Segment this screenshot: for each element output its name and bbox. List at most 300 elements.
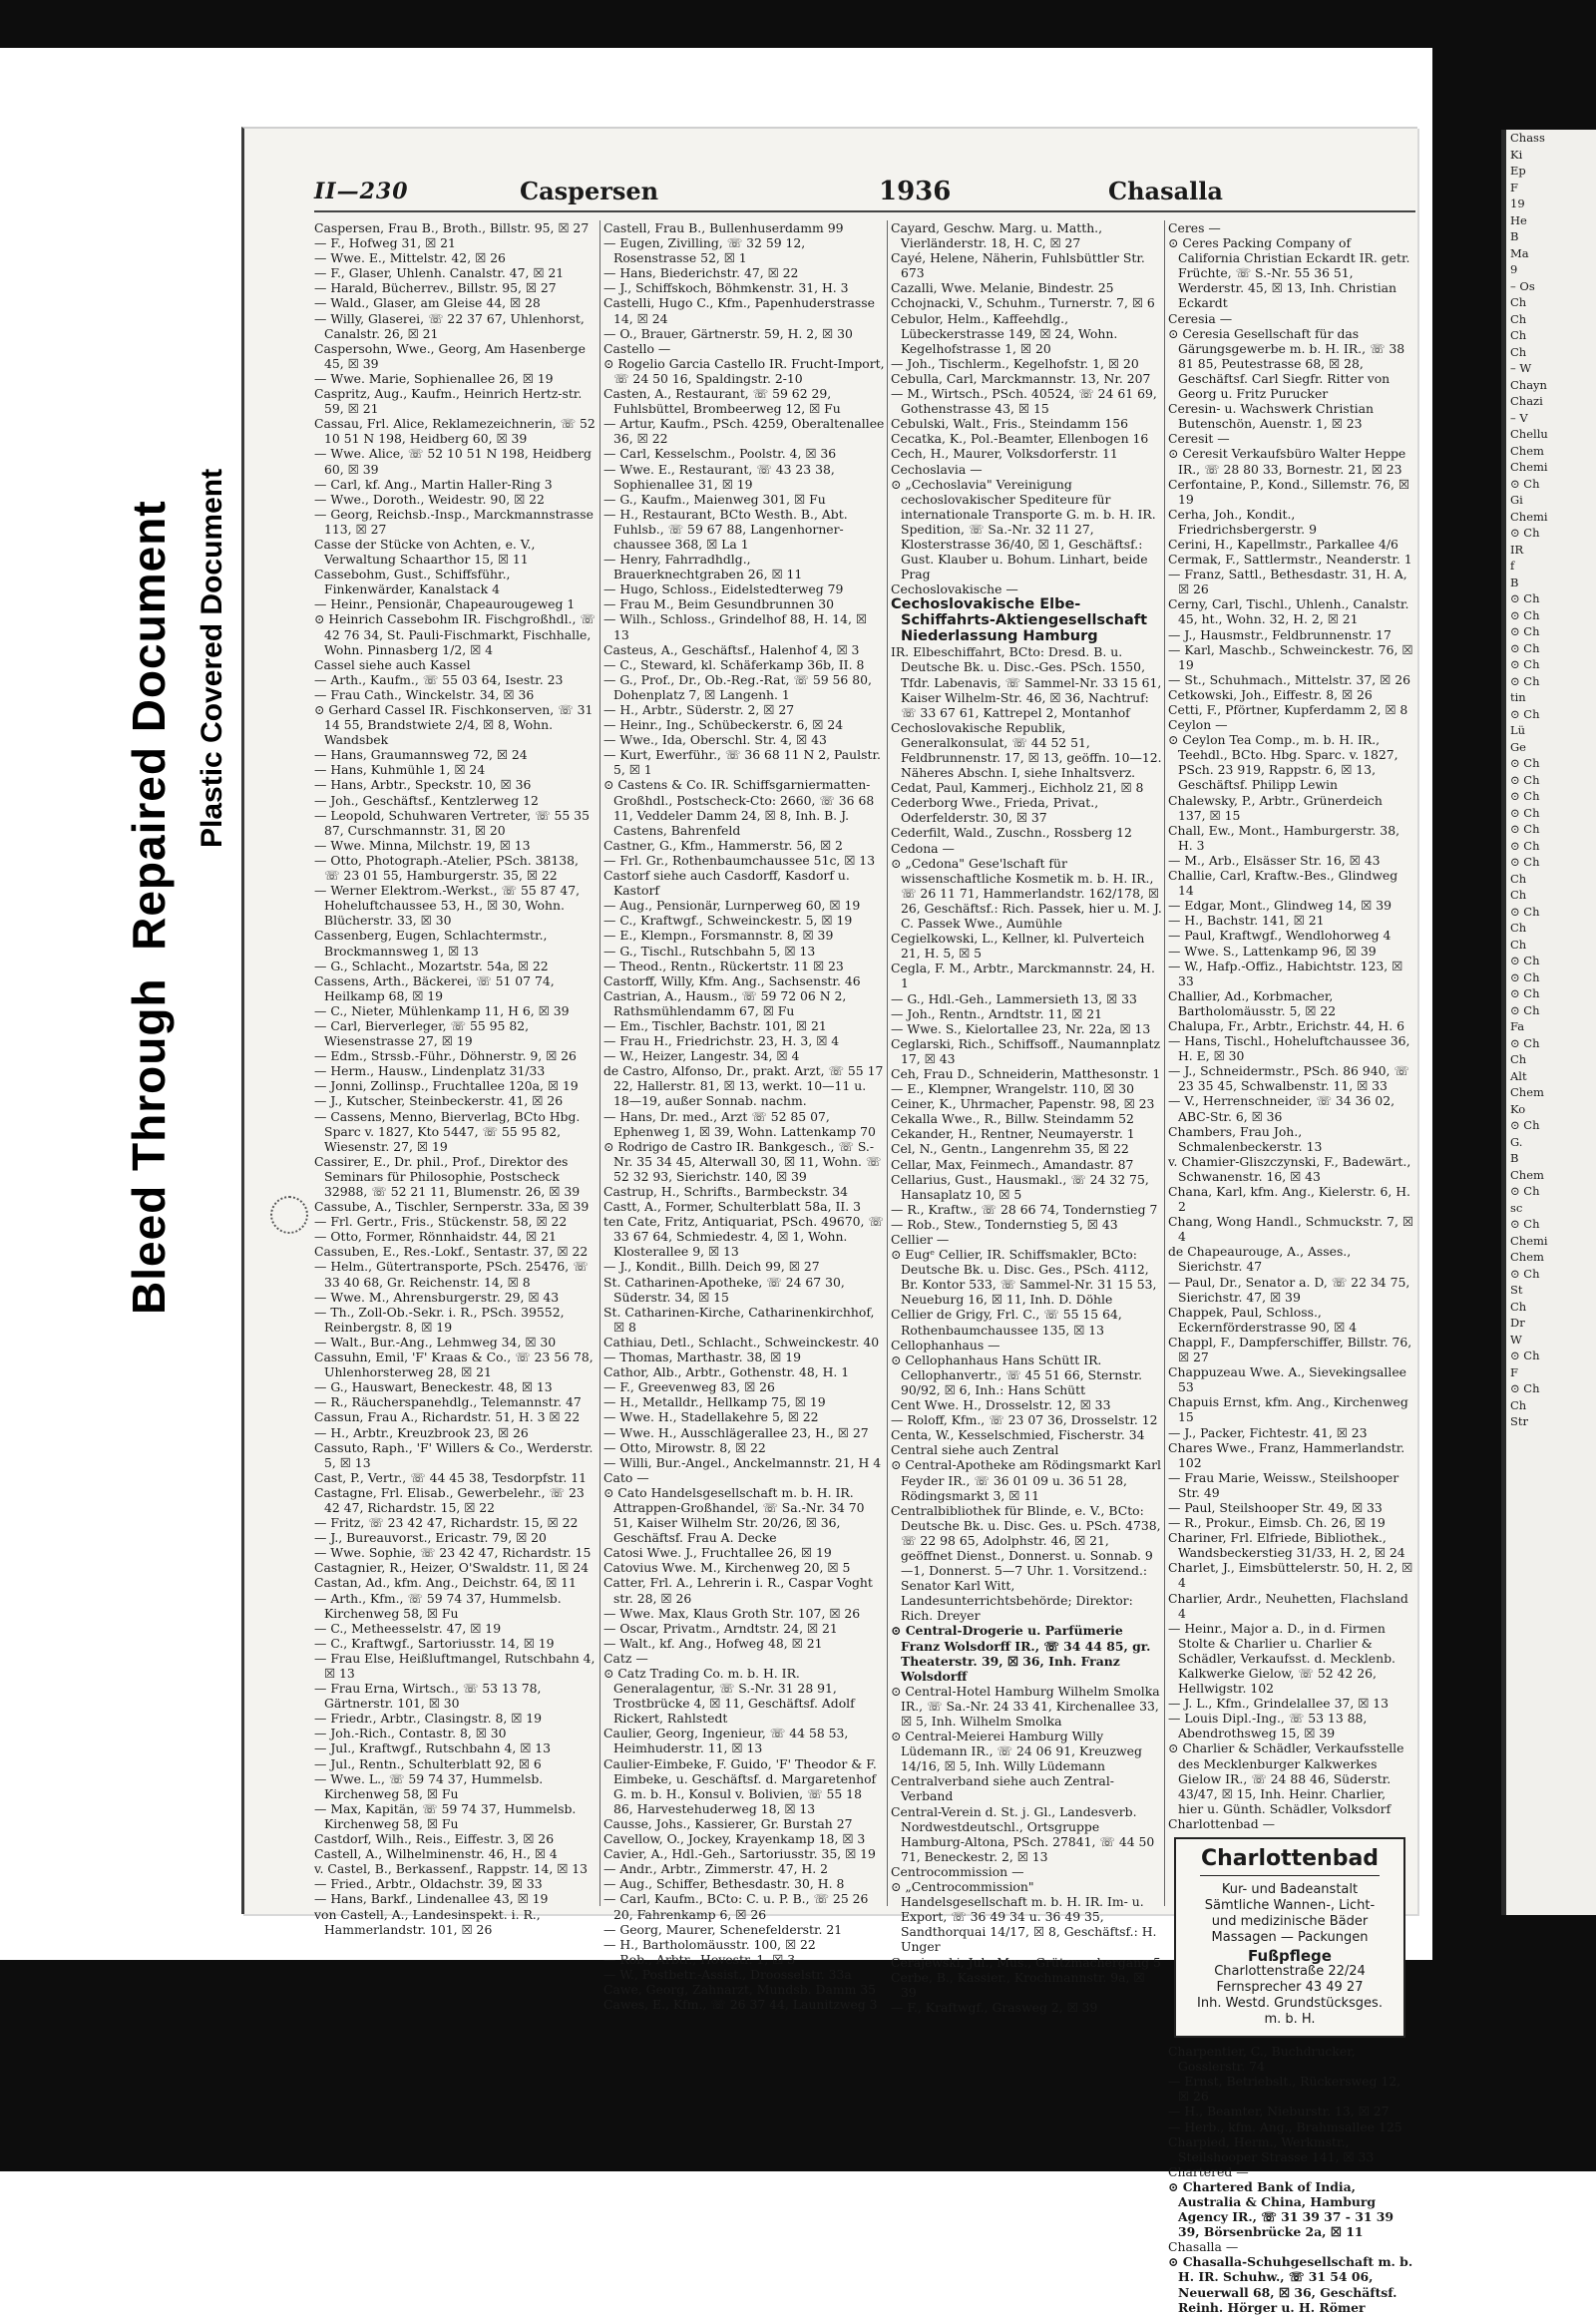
directory-entry: — Carl, Kaufm., BCto: C. u. P. B., ☏ 25 26 20, Fahrenkamp 6, ☒ 26: [603, 1891, 869, 1922]
next-page-fragment: ⊙ Ch: [1510, 591, 1540, 605]
directory-entry: Chall, Ew., Mont., Hamburgerstr. 38, H. 3: [1168, 822, 1400, 853]
directory-entry: Ceglarski, Rich., Schiffsoff., Naumannplatz 17, ☒ 43: [891, 1035, 1161, 1066]
next-page-fragment: B: [1510, 1151, 1519, 1165]
directory-entry: — Frau Erna, Wirtsch., ☏ 53 13 78, Gärtnerstr. 101, ☒ 30: [314, 1681, 542, 1712]
directory-entry: Cerfontaine, P., Kond., Sillemstr. 76, ☒ 19: [1168, 476, 1410, 507]
next-page-fragment: Chayn: [1510, 377, 1547, 392]
directory-entry: Cel, N., Gentn., Langenrehm 35, ☒ 22: [891, 1141, 1129, 1157]
column-divider: [599, 220, 600, 1906]
directory-entry: — Frl. Gertr., Fris., Stückenstr. 58, ☒ 22: [314, 1214, 568, 1230]
directory-entry: Cekalla Wwe., R., Billw. Steindamm 52: [891, 1111, 1134, 1127]
next-page-fragment: – Os: [1510, 278, 1535, 293]
ad-lines: [1182, 1882, 1397, 1946]
page-header: [244, 171, 1417, 210]
next-page-fragment: ⊙ Ch: [1510, 1002, 1540, 1017]
directory-entry: Chana, Karl, kfm. Ang., Kielerstr. 6, H. 2: [1168, 1184, 1410, 1215]
ad-title: Charlottenbad: [1200, 1845, 1380, 1876]
ad-contact-lines: [1182, 1964, 1397, 2028]
directory-entry: Ceylon —: [1168, 717, 1228, 733]
next-page-fragment: W: [1510, 1332, 1522, 1347]
next-page-fragment: ⊙ Ch: [1510, 772, 1540, 787]
directory-entry: Catter, Frl. A., Lehrerin i. R., Caspar Voght str. 28, ☒ 26: [603, 1575, 873, 1606]
next-page-fragment: sc: [1510, 1200, 1523, 1215]
directory-entry: — H., Bartholomäusstr. 100, ☒ 22: [603, 1936, 816, 1952]
ad-line: Kur- und Badeanstalt: [1221, 1882, 1359, 1898]
directory-entry: ⊙ Eugᵉ Cellier, IR. Schiffsmakler, BCto: Deutsche Bk. u. Disc. Ges., PSch. 4112, Br. Kontor 533, ☏ Sammel-Nr. 31 15 53, Neueburg 16, ☒ 11, Inh. D. Döhle: [891, 1247, 1157, 1308]
directory-entry: Causse, Johs., Kassierer, Gr. Burstah 27: [603, 1815, 853, 1831]
directory-entry: Centa, W., Kesselschmied, Fischerstr. 34: [891, 1427, 1145, 1443]
directory-entry: Chalupa, Fr., Arbtr., Erichstr. 44, H. 6: [1168, 1017, 1404, 1033]
next-page-fragment: St: [1510, 1283, 1523, 1297]
directory-entry: — Hans, Biederichstr. 47, ☒ 22: [603, 265, 799, 281]
directory-entry: Chapuis Ernst, kfm. Ang., Kirchenweg 15: [1168, 1394, 1408, 1425]
bindery-stamp: [270, 1196, 308, 1234]
directory-entry: — J., Schneidermstr., PSch. 86 940, ☏ 23 35 45, Schwalbenstr. 11, ☒ 33: [1168, 1063, 1409, 1094]
ad-line: Inh. Westd. Grundstücksges.: [1197, 1996, 1383, 2012]
directory-entry: — H., Arbtr., Kreuzbrook 23, ☒ 26: [314, 1424, 529, 1440]
next-page-fragment: F: [1510, 180, 1518, 194]
directory-entry: — Henry, Fahrradhdlg., Brauerknechtgraben 26, ☒ 11: [603, 552, 803, 582]
directory-entry: Cavellow, O., Jockey, Krayenkamp 18, ☒ 3: [603, 1831, 866, 1847]
directory-entry: Cathiau, Detl., Schlacht., Schweinckestr. 40: [603, 1334, 880, 1350]
next-page-fragment: ⊙ Ch: [1510, 1266, 1540, 1281]
directory-entry: — M., Wirtsch., PSch. 40524, ☏ 24 61 69, Gothenstrasse 43, ☒ 15: [891, 386, 1157, 417]
directory-entry: Cassebohm, Gust., Schiffsführ., Finkenwärder, Kanalstack 4: [314, 567, 511, 597]
next-page-fragment: Ch: [1510, 888, 1527, 902]
ad-footcare: Fußpflege: [1248, 1947, 1332, 1966]
directory-entry: ⊙ Central-Drogerie u. Parfümerie Franz Wolsdorff IR., ☏ 34 44 85, gr. Theaterstr. 39, ☒ 36, Inh. Franz Wolsdorff: [891, 1623, 1151, 1684]
directory-entry: — Max, Kapitän, ☏ 59 74 37, Hummelsb. Kirchenweg 58, ☒ Fu: [314, 1800, 577, 1831]
next-page-fragment: ⊙ Ch: [1510, 476, 1540, 491]
directory-entry: — Louis Dipl.-Ing., ☏ 53 13 88, Abendrothsweg 15, ☒ 39: [1168, 1711, 1368, 1741]
next-page-fragment: Chemi: [1510, 509, 1548, 524]
directory-entry: — Werner Elektrom.-Werkst., ☏ 55 87 47, Hoheluftchaussee 53, H., ☒ 30, Wohn. Blücherstr. 33, ☒ 30: [314, 883, 581, 929]
column-2: [603, 220, 885, 2013]
directory-entry: — Wwe. H., Ausschlägerallee 23, H., ☒ 27: [603, 1424, 869, 1440]
directory-entry: Cassenberg, Eugen, Schlachtermstr., Brockmannsweg 1, ☒ 13: [314, 928, 548, 959]
directory-entry: — Wwe. Marie, Sophienallee 26, ☒ 19: [314, 370, 554, 386]
directory-entry: ⊙ Gerhard Cassel IR. Fischkonserven, ☏ 31 14 55, Brandstwiete 2/4, ☒ 8, Wohn. Wandsbek: [314, 702, 594, 748]
directory-entry: — Otto, Photograph.-Atelier, PSch. 38138, ☏ 23 01 55, Hamburgerstr. 35, ☒ 22: [314, 852, 579, 884]
next-page-fragment: Ch: [1510, 921, 1527, 935]
next-page-fragment: Ch: [1510, 311, 1527, 326]
directory-entry: Cegielkowski, L., Kellner, kl. Pulverteich 21, H. 5, ☒ 5: [891, 931, 1145, 962]
directory-entry: Catz —: [603, 1650, 648, 1666]
directory-entry: — Wwe. L., ☏ 59 74 37, Hummelsb. Kirchenweg 58, ☒ Fu: [314, 1770, 544, 1801]
directory-entry: — G., Hdl.-Geh., Lammersieth 13, ☒ 33: [891, 990, 1137, 1006]
directory-entry: Castrian, A., Hausm., ☏ 59 72 06 N 2, Rathsmühlendamm 67, ☒ Fu: [603, 987, 847, 1018]
column-4-entries-bottom: [1168, 2044, 1413, 2315]
directory-entry: Charpied, Herm., Werkmstr., Steilshooper Strasse 141, ☒ 33: [1168, 2133, 1375, 2164]
next-page-fragment: ⊙ Ch: [1510, 904, 1540, 919]
directory-entry: Castagnier, R., Heizer, O'Swaldstr. 11, ☒ 24: [314, 1560, 589, 1576]
next-page-fragment: Ch: [1510, 1299, 1527, 1314]
directory-entry: ⊙ Chasalla-Schuhgesellschaft m. b. H. IR. Schuhw., ☏ 31 54 06, Neuerwall 68, ☒ 36, Geschäftsf. Reinh. Hörger u. H. Römer: [1168, 2254, 1413, 2315]
directory-entry: — Joh., Rentn., Arndtstr. 11, ☒ 21: [891, 1005, 1102, 1021]
header-rule: [314, 210, 1415, 212]
directory-entry: — R., Kraftw., ☏ 28 66 74, Tondernstieg 7: [891, 1201, 1158, 1217]
directory-entry: — Harald, Bücherrev., Billstr. 95, ☒ 27: [314, 280, 557, 296]
directory-entry: — G., Prof., Dr., Ob.-Reg.-Rat, ☏ 59 56 80, Dohenplatz 7, ☒ Langenh. 1: [603, 671, 872, 702]
directory-entry: Cebulor, Helm., Kaffeehdlg., Lübeckerstrasse 149, ☒ 24, Wohn. Kegelhofstrasse 1, ☒ 20: [891, 310, 1118, 356]
directory-entry: — J., Kondit., Billh. Deich 99, ☒ 27: [603, 1259, 820, 1275]
ad-line: Charlottenstraße 22/24: [1214, 1964, 1366, 1980]
column-divider: [887, 220, 888, 1906]
directory-entry: Cassuben, E., Res.-Lokf., Sentastr. 37, ☒ 22: [314, 1244, 589, 1260]
directory-entry: — Jonni, Zollinsp., Fruchtallee 120a, ☒ 19: [314, 1078, 579, 1094]
next-page-fragment: Chem: [1510, 443, 1544, 458]
next-page-fragment: Chazi: [1510, 394, 1543, 408]
next-page-fragment: ⊙ Ch: [1510, 640, 1540, 655]
directory-entry: ⊙ „Centrocommission" Handelsgesellschaft m. b. H. IR. Im- u. Export, ☏ 36 49 34 u. 36 49 35, Sandthorquai 14/17, ☒ 8, Geschäftsf.: H. Unger: [891, 1879, 1157, 1955]
directory-entry: Centralbibliothek für Blinde, e. V., BCto: Deutsche Bk. u. Disc. Ges. u. PSch. 4738, ☏ 22 98 65, Adolphstr. 46, ☒ 21, geöffnet Dienst., Donnerst. u. Sonnab. 9—1, Donnerst. 5—7 Uhr. 1. Vorsitzend.: Senator Karl Witt, Landesunterrichtsbehörde; Direktor: Rich. Dreyer: [891, 1502, 1161, 1624]
next-page-fragment: ⊙ Ch: [1510, 1349, 1540, 1362]
directory-entry: — C., Kraftwgf., Sartoriusstr. 14, ☒ 19: [314, 1635, 555, 1651]
directory-entry: Castt, A., Former, Schulterblatt 58a, II. 3: [603, 1199, 861, 1215]
directory-entry: Caulier-Eimbeke, F. Guido, 'F' Theodor & F. Eimbeke, u. Geschäftsf. d. Margaretenhof G. m. b. H., Konsul v. Bolivien, ☏ 55 18 86, Harvestehuderweg 18, ☒ 13: [603, 1755, 877, 1816]
directory-entry: ⊙ Ceres Packing Company of California Christian Eckardt IR. getr. Früchte, ☏ S.-Nr. 55 36 51, Werderstr. 45, ☒ 13, Inh. Christian Eckardt: [1168, 235, 1410, 311]
directory-entry: Chartered —: [1168, 2163, 1249, 2179]
directory-entry: — Frau H., Friedrichstr. 23, H. 3, ☒ 4: [603, 1033, 840, 1049]
directory-entry: — Frau Cath., Winckelstr. 34, ☒ 36: [314, 686, 535, 702]
ad-line: und medizinische Bäder: [1211, 1914, 1369, 1930]
directory-entry: Charlottenbad —: [1168, 1815, 1276, 1831]
next-page-fragment: Ki: [1510, 147, 1523, 162]
directory-entry: — Wwe. Max, Klaus Groth Str. 107, ☒ 26: [603, 1605, 861, 1621]
directory-entry: de Chapeaurouge, A., Asses., Sierichstr. 47: [1168, 1244, 1352, 1275]
next-page-fragment: ⊙ Ch: [1510, 706, 1540, 721]
directory-entry: Cassuhn, Emil, 'F' Kraas & Co., ☏ 23 56 78, Uhlenhorsterweg 28, ☒ 21: [314, 1350, 594, 1380]
directory-entry: — Eugen, Zivilling, ☏ 32 59 12, Rosenstrasse 52, ☒ 1: [603, 235, 806, 266]
ad-line: Sämtliche Wannen-, Licht-: [1204, 1898, 1376, 1914]
directory-entry: ⊙ Ceresit Verkaufsbüro Walter Heppe IR., ☏ 28 80 33, Bornestr. 21, ☒ 23: [1168, 446, 1406, 477]
next-page-fragment: ⊙ Ch: [1510, 805, 1540, 820]
directory-entry: ⊙ Charlier & Schädler, Verkaufsstelle des Mecklenburger Kalkwerkes Gielow IR., ☏ 24 88 46, Süderstr. 43/47, ☒ 15, Inh. Heinr. Charlier, hier u. Günth. Schädler, Volksdorf: [1168, 1740, 1404, 1816]
charlottenbad-advertisement: [1174, 1837, 1405, 2038]
directory-entry: Ceresit —: [1168, 431, 1230, 447]
next-page-fragment: Ch: [1510, 1397, 1527, 1412]
next-page-fragment: Ko: [1510, 1101, 1526, 1116]
directory-entry: Cerha, Joh., Kondit., Friedrichsbergerstr. 9: [1168, 506, 1317, 537]
directory-entry: — Hans, Barkf., Lindenallee 43, ☒ 19: [314, 1891, 549, 1907]
directory-entry: Cechoslovakische Elbe-Schiffahrts-Aktiengesellschaft Niederlassung Hamburg: [891, 596, 1148, 645]
next-page-fragment: IR: [1510, 542, 1524, 557]
directory-entry: — Karl, Maschb., Schweinckestr. 76, ☒ 19: [1168, 641, 1413, 672]
directory-entry: ⊙ „Cedona" Gese'lschaft für wissenschaftliche Kosmetik m. b. H. IR., ☏ 26 11 71, Hammerlandstr. 162/178, ☒ 26, Geschäftsf.: Rich. Passek, hier u. M. J. C. Passek Wwe., Aumühle: [891, 855, 1162, 932]
ad-line: Fernsprecher 43 49 27: [1216, 1980, 1364, 1996]
next-page-fragment: B: [1510, 229, 1519, 243]
directory-entry: ⊙ Ceylon Tea Comp., m. b. H. IR., Teehdl., BCto. Hbg. Sparc. v. 1827, PSch. 23 919, Rappstr. 6, ☒ 13, Geschäftsf. Philipp Lewin: [1168, 732, 1398, 793]
directory-entry: Castner, G., Kfm., Hammerstr. 56, ☒ 2: [603, 837, 843, 853]
directory-entry: — Th., Zoll-Ob.-Sekr. i. R., PSch. 39552, Reinbergstr. 8, ☒ 19: [314, 1304, 565, 1335]
directory-entry: — Heinr., Major a. D., in d. Firmen Stolte & Charlier u. Charlier & Schädler, Verkaufsst. d. Mecklenb. Kalkwerke Gielow, ☏ 52 42 26, Hellwigstr. 102: [1168, 1620, 1396, 1697]
directory-entry: — F., Greevenweg 83, ☒ 26: [603, 1379, 775, 1395]
next-page-fragment: B: [1510, 575, 1519, 589]
directory-entry: — Carl, kf. Ang., Martin Haller-Ring 3: [314, 476, 553, 492]
scan-border-top: [0, 0, 1596, 48]
label-bleed-repaired: [122, 500, 176, 1315]
directory-entry: Central siehe auch Zentral: [891, 1442, 1059, 1458]
directory-entry: — St., Schuhmach., Mittelstr. 37, ☒ 26: [1168, 671, 1410, 687]
directory-entry: Castdorf, Wilh., Reis., Eiffestr. 3, ☒ 26: [314, 1831, 555, 1847]
directory-entry: Castagne, Frl. Elisab., Gewerbelehr., ☏ 23 42 47, Richardstr. 15, ☒ 22: [314, 1484, 585, 1515]
directory-entry: — Georg, Reichsb.-Insp., Marckmannstrasse 113, ☒ 27: [314, 506, 594, 537]
directory-entry: Cato —: [603, 1469, 649, 1485]
next-page-fragment: ⊙ Ch: [1510, 1184, 1540, 1198]
directory-entry: — Helm., Gütertransporte, PSch. 25476, ☏ 33 40 68, Gr. Reichenstr. 14, ☒ 8: [314, 1259, 589, 1290]
ad-line: Massagen — Packungen: [1211, 1930, 1369, 1946]
next-page-fragment: – V: [1510, 410, 1528, 425]
directory-entry: — Em., Tischler, Bachstr. 101, ☒ 21: [603, 1017, 827, 1033]
directory-entry: Chalewsky, P., Arbtr., Grünerdeich 137, ☒ 15: [1168, 792, 1383, 823]
next-page-fragment: G.: [1510, 1134, 1523, 1149]
directory-entry: — M., Arb., Elsässer Str. 16, ☒ 43: [1168, 852, 1381, 868]
next-page-fragment: ⊙ Ch: [1510, 855, 1540, 869]
directory-entry: Castrup, H., Schrifts., Barmbeckstr. 34: [603, 1184, 848, 1199]
directory-entry: — Wwe. E., Restaurant, ☏ 43 23 38, Sophienallee 31, ☒ 19: [603, 461, 835, 492]
directory-entry: Cassel siehe auch Kassel: [314, 656, 471, 672]
directory-entry: Catosi Wwe. J., Fruchtallee 26, ☒ 19: [603, 1545, 832, 1561]
directory-entry: — W., Postbetr.-Assist., Droosselstr. 33a: [603, 1966, 852, 1982]
directory-entry: — Wald., Glaser, am Gleise 44, ☒ 28: [314, 295, 541, 311]
directory-entry: — Frau Marie, Weissw., Steilshooper Str. 49: [1168, 1469, 1399, 1500]
directory-entry: Cerini, H., Kapellmstr., Parkallee 4/6: [1168, 536, 1398, 552]
directory-entry: Caulier, Georg, Ingenieur, ☏ 44 58 53, Heimhuderstr. 11, ☒ 13: [603, 1726, 849, 1756]
column-3: [891, 220, 1162, 2015]
directory-entry: v. Chamier-Gliszczynski, F., Badewärt., Schwanenstr. 16, ☒ 43: [1168, 1153, 1411, 1184]
directory-entry: St. Catharinen-Apotheke, ☏ 24 67 30, Süderstr. 34, ☒ 15: [603, 1274, 845, 1305]
directory-entry: — Thomas, Marthastr. 38, ☒ 19: [603, 1350, 801, 1365]
directory-entry: Ceiner, K., Uhrmacher, Papenstr. 98, ☒ 23: [891, 1096, 1155, 1112]
directory-entry: ⊙ Rodrigo de Castro IR. Bankgesch., ☏ S.-Nr. 35 34 45, Alterwall 30, ☒ 11, Wohn. ☏ 52 32 93, Sierichstr. 140, ☒ 39: [603, 1138, 882, 1184]
next-page-fragment: ⊙ Ch: [1510, 954, 1540, 967]
next-page-fragment: ⊙ Ch: [1510, 526, 1540, 540]
directory-entry: ⊙ Chartered Bank of India, Australia & China, Hamburg Agency IR., ☏ 31 39 37 - 31 39 39, Börsenbrücke 2a, ☒ 11: [1168, 2178, 1394, 2240]
directory-entry: — Walt., kf. Ang., Hofweg 48, ☒ 21: [603, 1635, 823, 1651]
directory-entry: v. Castel, B., Berkassenf., Rappstr. 14, ☒ 13: [314, 1861, 589, 1877]
directory-entry: — J., Hausmstr., Feldbrunnenstr. 17: [1168, 626, 1392, 642]
directory-entry: — Rob., Arbtr., Hovestr. 1, ☒ 3: [603, 1951, 796, 1967]
next-page-fragment: Fa: [1510, 1019, 1525, 1033]
directory-entry: — Joh., Geschäftsf., Kentzlerweg 12: [314, 792, 539, 808]
next-page-fragment: Ep: [1510, 164, 1526, 178]
next-page-fragment: ⊙ Ch: [1510, 673, 1540, 688]
next-page-fragment: Ch: [1510, 871, 1527, 886]
directory-entry: — Frau Else, Heißluftmangel, Rutschbahn 4, ☒ 13: [314, 1650, 596, 1681]
directory-entry: Chares Wwe., Franz, Hammerlandstr. 102: [1168, 1439, 1405, 1470]
column-4: [1168, 220, 1413, 2315]
next-page-fragment: ⊙ Ch: [1510, 986, 1540, 1000]
directory-entry: Centrocommission —: [891, 1863, 1024, 1879]
ad-line: m. b. H.: [1264, 2012, 1316, 2028]
directory-entry: — Hans, Arbtr., Speckstr. 10, ☒ 36: [314, 777, 532, 793]
directory-entry: Challier, Ad., Korbmacher, Bartholomäusstr. 5, ☒ 22: [1168, 987, 1337, 1018]
directory-entry: St. Catharinen-Kirche, Catharinenkirchhof, ☒ 8: [603, 1304, 875, 1335]
directory-entry: — Wilh., Schloss., Grindelhof 88, H. 14, ☒ 13: [603, 611, 867, 642]
directory-entry: Cellier —: [891, 1232, 950, 1247]
directory-entry: Castell, A., Wilhelminenstr. 46, H., ☒ 4: [314, 1846, 558, 1862]
column-divider: [1164, 220, 1165, 1906]
directory-entry: — Edm., Strssb.-Führ., Döhnerstr. 9, ☒ 26: [314, 1048, 577, 1064]
directory-entry: — Jul., Kraftwgf., Rutschbahn 4, ☒ 13: [314, 1740, 552, 1756]
directory-entry: Cegla, F. M., Arbtr., Marckmannstr. 24, H. 1: [891, 961, 1155, 991]
next-page-fragment: ⊙ Ch: [1510, 1118, 1540, 1132]
directory-entry: — Willy, Glaserei, ☏ 22 37 67, Uhlenhorst, Canalstr. 26, ☒ 21: [314, 310, 585, 341]
label-plastic: Plastic Covered Document: [196, 468, 228, 848]
directory-entry: — Carl, Kesselschm., Poolstr. 4, ☒ 36: [603, 446, 837, 462]
next-page-fragment: ⊙ Ch: [1510, 1381, 1540, 1395]
directory-entry: Cassube, A., Tischler, Sernperstr. 33a, ☒ 39: [314, 1199, 590, 1215]
directory-entry: ⊙ Cellophanhaus Hans Schütt IR. Cellophanvertr., ☏ 45 51 66, Sternstr. 90/92, ☒ 6, Inh.: Hans Schütt: [891, 1351, 1143, 1397]
directory-entry: — Wwe., Doroth., Weidestr. 90, ☒ 22: [314, 491, 545, 507]
next-page-fragment: Ch: [1510, 295, 1527, 309]
directory-entry: — Frl. Gr., Rothenbaumchausseе 51c, ☒ 13: [603, 852, 876, 868]
column-4-entries-top: [1168, 220, 1413, 1831]
label-repaired: Repaired Document: [123, 500, 175, 951]
directory-entry: Cedona —: [891, 840, 955, 856]
next-page-fragment: Gi: [1510, 493, 1523, 507]
directory-entry: Cetkowski, Joh., Eiffestr. 8, ☒ 26: [1168, 686, 1373, 702]
directory-entry: ten Cate, Fritz, Antiquariat, PSch. 49670, ☏ 33 67 64, Schmiedestr. 4, ☒ 1, Wohn. Klosterallee 9, ☒ 13: [603, 1214, 884, 1260]
directory-entry: — Arth., Kaufm., ☏ 55 03 64, Isestr. 23: [314, 671, 564, 687]
next-page-fragment: Alt: [1510, 1068, 1527, 1083]
directory-entry: — Edgar, Mont., Glindweg 14, ☒ 39: [1168, 898, 1392, 914]
directory-entry: ⊙ Rogelio Garcia Castello IR. Frucht-Import, ☏ 24 50 16, Spaldingstr. 2-10: [603, 355, 885, 386]
directory-entry: Cazalli, Wwe. Melanie, Bindestr. 25: [891, 280, 1114, 296]
directory-entry: Casteus, A., Geschäftsf., Halenhof 4, ☒ 3: [603, 641, 860, 657]
directory-entry: Charlet, J., Eimsbüttelerstr. 50, H. 2, ☒ 4: [1168, 1560, 1413, 1591]
next-page-fragment: Ge: [1510, 739, 1526, 754]
next-page-fragment: ⊙ Ch: [1510, 607, 1540, 622]
directory-entry: Cayard, Geschw. Marg. u. Matth., Vierländerstr. 18, H. C, ☒ 27: [891, 220, 1103, 251]
directory-entry: — Paul, Kraftwgf., Wendlohorweg 4: [1168, 928, 1392, 944]
directory-entry: Cassirer, E., Dr. phil., Prof., Direktor des Seminars für Philosophie, Postscheck 32988, ☏ 52 21 11, Blumenstr. 26, ☒ 39: [314, 1153, 581, 1199]
next-page-fragment: Chemi: [1510, 1233, 1548, 1248]
directory-entry: Chariner, Frl. Elfriede, Bibliothek., Wandsbeckerstieg 31/33, H. 2, ☒ 24: [1168, 1530, 1405, 1561]
directory-entry: — W., Heizer, Langestr. 34, ☒ 4: [603, 1048, 800, 1064]
next-page-fragment: Ch: [1510, 937, 1527, 952]
directory-entry: — Aug., Schiffer, Bethesdastr. 30, H. 8: [603, 1876, 845, 1892]
directory-entry: ⊙ „Cechoslavia" Vereinigung cechoslovakischer Spediteure für internationale Transporte G. m. b. H. IR. Spedition, ☏ Sa.-Nr. 32 11 27, Klosterstrasse 36/40, ☒ 1, Geschäftsf.: Gust. Klauber u. Bohum. Linhart, beide Prag: [891, 476, 1156, 582]
label-bleed: Bleed Through: [123, 977, 175, 1315]
directory-entry: — Cassens, Menno, Bierverlag, BCto Hbg. Sparc v. 1827, Kto 5447, ☏ 55 95 82, Wiesenstr. 27, ☒ 19: [314, 1108, 581, 1154]
directory-entry: Chappl, F., Dampferschiffer, Billstr. 76, ☒ 27: [1168, 1334, 1412, 1365]
directory-entry: — Paul, Steilshooper Str. 49, ☒ 33: [1168, 1499, 1383, 1515]
directory-entry: — Jul., Rentn., Schulterblatt 92, ☒ 6: [314, 1755, 542, 1771]
next-page-fragment: ⊙ Ch: [1510, 822, 1540, 836]
directory-entry: Cedat, Paul, Kammerj., Eichholz 21, ☒ 8: [891, 780, 1144, 796]
next-page-fragment: ⊙ Ch: [1510, 789, 1540, 803]
directory-entry: — Joh., Tischlerm., Kegelhofstr. 1, ☒ 20: [891, 355, 1139, 371]
directory-entry: Casten, A., Restaurant, ☏ 59 62 29, Fuhlsbüttel, Brombeerweg 12, ☒ Fu: [603, 386, 841, 417]
directory-entry: — Wwe. S., Kielortallee 23, Nr. 22a, ☒ 13: [891, 1020, 1151, 1036]
directory-entry: Cerny, Carl, Tischl., Uhlenh., Canalstr. 45, ht., Wohn. 32, H. 2, ☒ 21: [1168, 596, 1409, 627]
directory-entry: — Oscar, Privatm., Arndtstr. 24, ☒ 21: [603, 1620, 838, 1636]
directory-entry: — Fritz, ☏ 23 42 47, Richardstr. 15, ☒ 22: [314, 1515, 579, 1531]
directory-entry: Cassun, Frau A., Richardstr. 51, H. 3 ☒ 22: [314, 1409, 581, 1425]
directory-entry: — O., Brauer, Gärtnerstr. 59, H. 2, ☒ 30: [603, 325, 853, 341]
directory-entry: — G., Tischl., Rutschbahn 5, ☒ 13: [603, 943, 816, 959]
next-page-fragment: Lü: [1510, 723, 1526, 737]
directory-entry: — J., Packer, Fichtestr. 41, ☒ 23: [1168, 1424, 1368, 1440]
directory-entry: Cchojnacki, V., Schuhm., Turnerstr. 7, ☒ 6: [891, 295, 1155, 311]
directory-entry: ⊙ Central-Meierei Hamburg Willy Lüdemann IR., ☏ 24 06 91, Kreuzweg 14/16, ☒ 5, Inh. Willy Lüdemann: [891, 1729, 1142, 1774]
directory-entry: — Wwe. H., Stadellakehre 5, ☒ 22: [603, 1409, 819, 1425]
directory-entry: Charpentier, C., Buchdrucker, Gosslerstr. 74: [1168, 2044, 1356, 2075]
directory-entry: — F., Hofweg 31, ☒ 21: [314, 235, 456, 251]
next-page-fragment: Dr: [1510, 1316, 1525, 1330]
directory-entry: — Wwe. E., Mittelstr. 42, ☒ 26: [314, 250, 506, 266]
directory-entry: — H., Beamter, Nieburstr. 13, ☒ 27: [1168, 2104, 1390, 2120]
directory-entry: Cermak, F., Sattlermstr., Neanderstr. 1: [1168, 552, 1412, 568]
directory-entry: Ceres —: [1168, 220, 1221, 235]
directory-entry: — J. L., Kfm., Grindelallee 37, ☒ 13: [1168, 1696, 1390, 1712]
directory-entry: Caspersen, Frau B., Broth., Billstr. 95, ☒ 27: [314, 220, 590, 235]
directory-entry: — Frau M., Beim Gesundbrunnen 30: [603, 596, 835, 612]
directory-entry: Ceresin- u. Wachswerk Christian Butenschön, Auenstr. 1, ☒ 23: [1168, 401, 1374, 432]
directory-entry: — C., Kraftwgf., Schweinckestr. 5, ☒ 19: [603, 913, 853, 929]
directory-entry: — Georg, Maurer, Schenefelderstr. 21: [603, 1921, 843, 1937]
directory-entry: — Wwe. M., Ahrensburgerstr. 29, ☒ 43: [314, 1289, 560, 1305]
directory-entry: — Roloff, Kfm., ☏ 23 07 36, Drosselstr. 12: [891, 1412, 1158, 1428]
directory-entry: — Hans, Tischl., Hoheluftchaussee 36, H. E, ☒ 30: [1168, 1033, 1410, 1064]
next-page-fragment: Ch: [1510, 328, 1527, 342]
directory-entry: — H., Bachstr. 141, ☒ 21: [1168, 913, 1325, 929]
directory-entry: Chappuzeau Wwe. A., Sievekingsallee 53: [1168, 1364, 1407, 1395]
directory-entry: Cent Wwe. H., Drosselstr. 12, ☒ 33: [891, 1397, 1111, 1413]
next-page-fragment: Chem: [1510, 1167, 1544, 1182]
directory-entry: Castorf siehe auch Casdorff, Kasdorf u. Kastorf: [603, 868, 850, 899]
next-page-fragment: Chem: [1510, 1085, 1544, 1099]
next-page-fragment: ⊙ Ch: [1510, 624, 1540, 638]
directory-entry: — Artur, Kaufm., PSch. 4259, Oberaltenallee 36, ☒ 22: [603, 416, 885, 447]
directory-entry: — G., Kaufm., Maienweg 301, ☒ Fu: [603, 491, 826, 507]
directory-entry: Challie, Carl, Kraftw.-Bes., Glindweg 14: [1168, 868, 1398, 899]
directory-entry: — H., Restaurant, BCto Westh. B., Abt. Fuhlsb., ☏ 59 67 88, Langenhorner-chaussee 368, ☒ La 1: [603, 506, 848, 552]
directory-entry: — Theod., Rentn., Rückertstr. 11 ☒ 23: [603, 958, 844, 973]
directory-entry: Castan, Ad., kfm. Ang., Deichstr. 64, ☒ 11: [314, 1575, 577, 1591]
next-page-fragment: Ch: [1510, 344, 1527, 359]
directory-entry: Centralverband siehe auch Zentral-Verband: [891, 1773, 1114, 1804]
directory-entry: Castello —: [603, 340, 671, 356]
next-page-fragment: F: [1510, 1364, 1518, 1379]
header-first-name: Caspersen: [520, 177, 659, 205]
directory-entry: Cederfilt, Wald., Zuschn., Rossberg 12: [891, 825, 1132, 841]
next-page-fragment: f: [1510, 559, 1515, 573]
directory-entry: Cecatka, K., Pol.-Beamter, Ellenbogen 16: [891, 431, 1149, 447]
next-page-fragment: ⊙ Ch: [1510, 756, 1540, 770]
directory-entry: Cellophanhaus —: [891, 1337, 1000, 1352]
directory-entry: — G., Hauswart, Beneckestr. 48, ☒ 13: [314, 1379, 553, 1395]
directory-entry: ⊙ Ceresia Gesellschaft für das Gärungsgewerbe m. b. H. IR., ☏ 38 81 85, Peutestrasse 68, ☒ 28, Geschäftsf. Carl Siegfr. Ritter von Georg u. Fritz Purucker: [1168, 325, 1405, 402]
directory-entry: ⊙ Central-Apotheke am Rödingsmarkt Karl Feyder IR., ☏ 36 01 09 u. 36 51 28, Rödingsmarkt 3, ☒ 11: [891, 1457, 1162, 1503]
directory-entry: Ceh, Frau D., Schneiderin, Matthesonstr. 1: [891, 1065, 1161, 1081]
next-page-fragment: Chemi: [1510, 460, 1548, 474]
directory-entry: — Hans, Dr. med., Arzt ☏ 52 85 07, Ephenweg 1, ☒ 39, Wohn. Lattenkamp 70: [603, 1108, 876, 1139]
directory-entry: Cechoslovakische —: [891, 581, 1018, 597]
next-page-fragment: Chem: [1510, 1250, 1544, 1264]
directory-entry: — Friedr., Arbtr., Clasingstr. 8, ☒ 19: [314, 1711, 543, 1727]
next-page-fragment: ⊙ Ch: [1510, 838, 1540, 853]
next-page-fragment: 19: [1510, 196, 1525, 210]
directory-entry: — C., Metheesselstr. 47, ☒ 19: [314, 1620, 502, 1636]
next-page-fragment: 9: [1510, 262, 1518, 276]
directory-entry: — Franz, Sattl., Bethesdastr. 31, H. A, ☒ 26: [1168, 567, 1407, 597]
directory-entry: Chasalla —: [1168, 2239, 1239, 2255]
directory-entry: Cawe, Georg, Zahnarzt, Mundsb. Damm 35: [603, 1981, 877, 1997]
column-1: [314, 220, 598, 1937]
directory-entry: — Wwe. Minna, Milchstr. 19, ☒ 13: [314, 837, 531, 853]
